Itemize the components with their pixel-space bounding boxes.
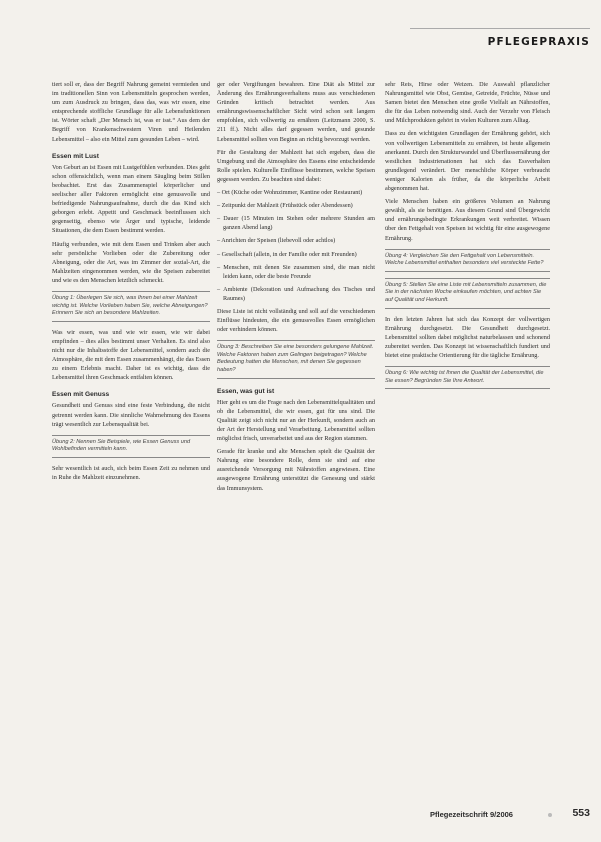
paragraph: Sehr wesentlich ist auch, sich beim Essen Zeit zu nehmen und in Ruhe die Mahlzeit einzunehmen. — [52, 464, 210, 481]
list-item: – Menschen, mit denen Sie zusammen sind, die man nicht leiden kann, oder die beste Freunde — [217, 263, 375, 280]
exercise-box: Übung 6: Wie wichtig ist Ihnen die Qualität der Lebensmittel, die Sie essen? Begründen Sie Ihre Antwort. — [385, 366, 550, 389]
paragraph: Häufig verbunden, wie mit dem Essen und Trinken aber auch sehr persönliche Vorlieben oder die Zubereitung oder Abneigung, oder die Art, was im Zimmer der sozial-Art, die Mahlzeiten eingenommen werden, wie die Speisen zubereitet und wie es den Menschen letztlich schmeckt. — [52, 240, 210, 284]
paragraph: ger oder Vergiftungen bewahren. Eine Diät als Mittel zur Änderung des Ernährungsverhaltens muss aus verschiedenen Gründen kritisch betrachtet werden. Aus ernährungswissenschaftlicher Sicht wird schon seit langem empfohlen, sich vollwertig zu ernähren (Leitzmann 2000, S. 211 ff.). Nicht alles darf gegessen werden, und gesunde Lebensmittel sollten von Beginn an richtig bevorzugt werden. — [217, 81, 375, 143]
subheading: Essen mit Lust — [52, 152, 99, 160]
list-item: – Ort (Küche oder Wohnzimmer, Kantine oder Restaurant) — [217, 189, 363, 197]
page-number: 553 — [572, 807, 590, 819]
paragraph: Für die Gestaltung der Mahlzeit hat sich ergeben, dass die Umgebung und die Atmosphäre des Essens eine entscheidende Rolle spielen. Kulturelle Einflüsse bestimmen, welche Speisen gegessen werden. Zu beachten sind dabei: — [217, 148, 375, 183]
journal-name: Pflegezeitschrift 9/2006 — [430, 810, 513, 819]
paragraph: tiert soll er, dass der Begriff Nahrung gemeint vermieden und im traditionellen Sinn von Lebensmitteln gesprochen werden, um zum Ausdruck zu bringen, dass das, was wir essen, eine entsprechende stoffliche Grundlage für alle Lebensfunktionen ist. Wörter schaft „Der Mensch ist, was er isst.“ Aus dem der Begriff von Krankenschwestern Viren und Heilenden Lebensmittel – also ein Mittel zum gesunden Leben – wird. — [52, 81, 210, 143]
column-1 — [52, 80, 210, 486]
paragraph: Gerade für kranke und alte Menschen spielt die Qualität der Nahrung eine besondere Rolle, denn sie sind auf eine ausreichende Versorgung mit Nährstoffen angewiesen. Eine ausgewogene Ernährung unterstützt die Genesung und stärkt das Immunsystem. — [217, 448, 375, 492]
list-item: – Anrichten der Speisen (liebevoll oder achtlos) — [217, 237, 336, 245]
exercise-box: Übung 4: Vergleichen Sie den Fettgehalt von Lebensmitteln. Welche Lebensmittel enthalten besonders viel versteckte Fette? — [385, 249, 550, 272]
paragraph: Diese Liste ist nicht vollständig und soll auf die verschiedenen Einflüsse hindeuten, die ein genussvolles Essen ermöglichen oder verhindern können. — [217, 307, 375, 334]
exercise-box: Übung 1: Überlegen Sie sich, was Ihnen bei einer Mahlzeit wichtig ist. Welche Vorlieben haben Sie, welche Abneigungen? Erinnern Sie sich an besondere Mahlzeiten. — [52, 291, 210, 322]
page-footer — [430, 807, 590, 821]
paragraph: Dass zu den wichtigsten Grundlagen der Ernährung gehört, sich von vollwertigen Lebensmitteln zu ernähren, ist heute allgemein anerkannt. Durch den Strukturwandel und Überflussernährung der westlichen Industrienationen hat sich das Essverhalten grundlegend verändert. Der menschliche Körper verbraucht weniger Kalorien als früher, da die körperliche Arbeit abgenommen hat. — [385, 130, 550, 193]
column-3 — [385, 80, 550, 395]
paragraph: Hier geht es um die Frage nach den Lebensmittelqualitäten und ob die Lebensmittel, die wir essen, gut für uns sind. Die Qualität zeigt sich nicht nur an der Herkunft, sondern auch an der Art der Herstellung und Verarbeitung. Lebensmittel sollten möglichst frisch, unverarbeitet und aus der Region stammen. — [217, 398, 375, 443]
exercise-box: Übung 3: Beschreiben Sie eine besonders gelungene Mahlzeit. Welche Faktoren haben zum Gelingen beigetragen? Welche Bedeutung hatten die Menschen, mit denen Sie gegessen haben? — [217, 340, 375, 378]
exercise-box: Übung 5: Stellen Sie eine Liste mit Lebensmitteln zusammen, die Sie in der nächsten Woche einkaufen möchten, und achten Sie auf Qualität und Herkunft. — [385, 278, 550, 309]
list-item: – Dauer (15 Minuten im Stehen oder mehrere Stunden am ganzen Abend lang) — [217, 215, 375, 232]
list-item: – Zeitpunkt der Mahlzeit (Frühstück oder Abendessen) — [217, 202, 353, 210]
subheading: Essen, was gut ist — [217, 387, 275, 395]
list-item: – Ambiente (Dekoration und Aufmachung des Tisches und Raumes) — [217, 285, 375, 302]
footer-marker — [548, 813, 552, 817]
paragraph: Gesundheit und Genuss sind eine feste Verbindung, die nicht getrennt werden kann. Die sinnliche Wahrnehmung des Essens trägt wesentlich zur Lebensqualität bei. — [52, 402, 210, 428]
paragraph: Was wir essen, was und wie wir essen, wie wir dabei empfinden – dies alles bestimmt unser Verhalten. Es sind also nicht nur die Inhaltsstoffe der Lebensmittel, sondern auch die Atmosphäre, die mit dem Essen zusammenhängt, die das Essen zu einem Erlebnis macht. Daher ist es wichtig, dass die Lebensmittel ihren Geschmack entfalten können. — [52, 328, 210, 382]
exercise-box: Übung 2: Nennen Sie Beispiele, wie Essen Genuss und Wohlbefinden vermitteln kann. — [52, 435, 210, 458]
paragraph: Von Geburt an ist Essen mit Lustgefühlen verbunden. Dies geht schon offensichtlich, wenn man einem Säugling beim Stillen beobachtet. Erst das Zusammenspiel körperlicher und seelischer aller Faktoren ermöglicht eine genussvolle und befriedigende Nahrungsaufnahme, durch die das Kind sich geborgen erlebt. Appetit und Geschmack beeinflussen sich gegenseitig, ebenso wie Ärger und typische, leidende Situationen, die dem Essen bestimmt werden. — [52, 163, 210, 235]
column-2 — [217, 80, 375, 497]
paragraph: Viele Menschen haben ein größeres Volumen an Nahrung gewählt, als sie benötigen. Aus diesem Grund sind Übergewicht und ernährungsbedingte Erkrankungen weit verbreitet. Wissen über den Fettgehalt von Speisen ist wichtig für eine ausgewogene Ernährung. — [385, 198, 550, 242]
section-title: PFLEGEPRAXIS — [487, 36, 590, 48]
paragraph: sehr Reis, Hirse oder Weizen. Die Auswahl pflanzlicher Nahrungsmittel wie Obst, Gemüse, Getreide, Früchte, Nüsse und Samen bietet den Menschen eine große Vielfalt an Nährstoffen, die für das Leben notwendig sind. Auch der Verzehr von Fleisch und Milchprodukten gehört in vielen Kulturen zum Alltag. — [385, 81, 550, 125]
list-item: – Gesellschaft (allein, in der Familie oder mit Freunden) — [217, 250, 357, 258]
paragraph: In den letzten Jahren hat sich das Konzept der vollwertigen Ernährung durchgesetzt. Die Gesundheit durchgesetzt. Lebensmittel sollten dabei möglichst naturbelassen und schonend zubereitet werden. Das Konzept ist wissenschaftlich fundiert und bietet eine praktische Orientierung für die tägliche Ernährung. — [385, 315, 550, 359]
subheading: Essen mit Genuss — [52, 391, 110, 399]
